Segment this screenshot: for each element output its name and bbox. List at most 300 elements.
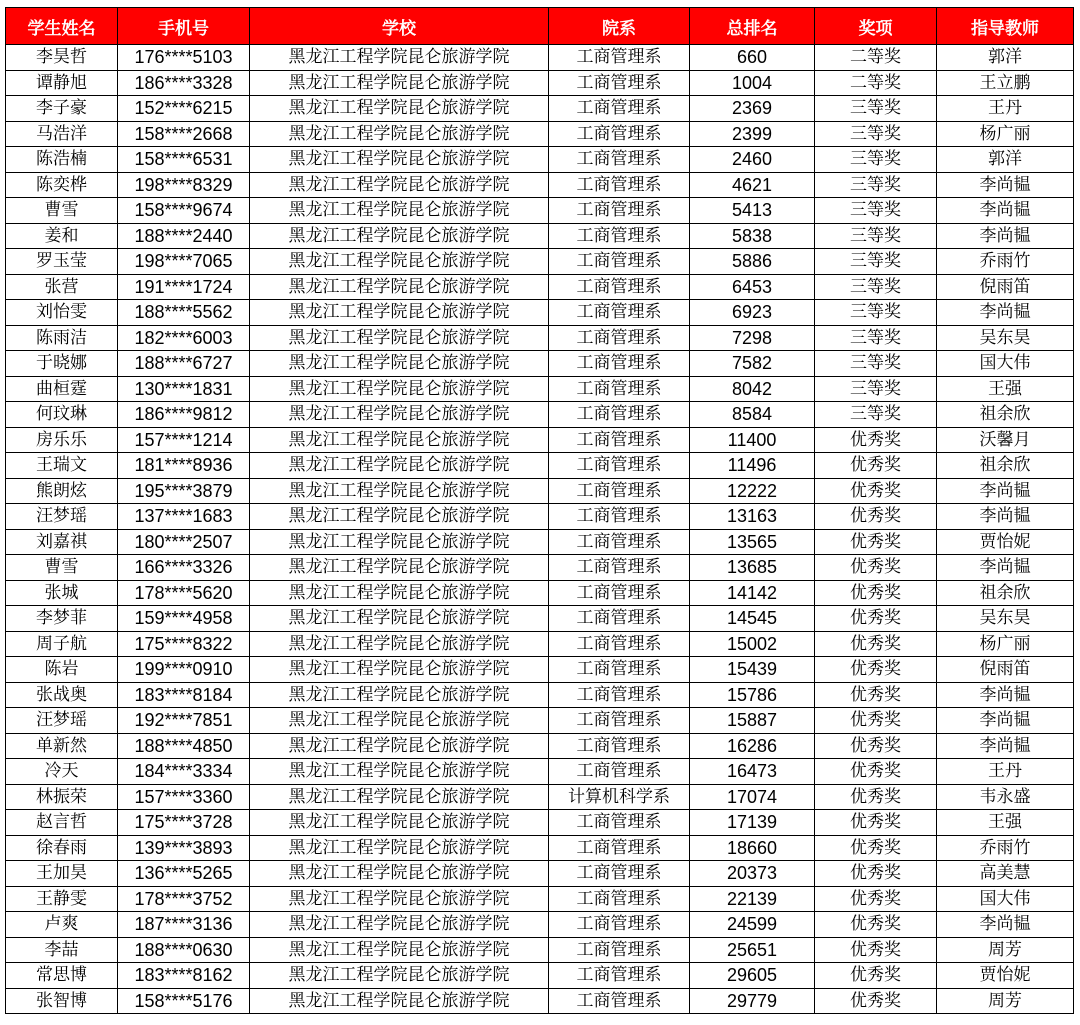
rank-cell: 11400 <box>690 427 815 453</box>
department-cell: 工商管理系 <box>549 45 690 71</box>
phone-cell: 184****3334 <box>118 759 250 785</box>
school-cell: 黑龙江工程学院昆仑旅游学院 <box>250 810 549 836</box>
table-row <box>6 300 1074 326</box>
school-cell: 黑龙江工程学院昆仑旅游学院 <box>250 657 549 683</box>
phone-cell: 188****6727 <box>118 351 250 377</box>
advisor-cell: 李尚韫 <box>937 682 1074 708</box>
department-cell: 工商管理系 <box>549 147 690 173</box>
phone-cell: 175****3728 <box>118 810 250 836</box>
department-cell: 工商管理系 <box>549 886 690 912</box>
table-row <box>6 988 1074 1014</box>
phone-cell: 178****3752 <box>118 886 250 912</box>
table-row <box>6 759 1074 785</box>
table-row <box>6 529 1074 555</box>
student-name-cell: 何玟琳 <box>6 402 118 428</box>
student-name-cell: 刘怡雯 <box>6 300 118 326</box>
rank-cell: 8042 <box>690 376 815 402</box>
advisor-cell: 倪雨笛 <box>937 657 1074 683</box>
department-cell: 计算机科学系 <box>549 784 690 810</box>
rank-cell: 15002 <box>690 631 815 657</box>
rank-cell: 14142 <box>690 580 815 606</box>
table-row <box>6 708 1074 734</box>
table-row <box>6 606 1074 632</box>
student-name-cell: 王静雯 <box>6 886 118 912</box>
table-header <box>6 8 1074 45</box>
advisor-cell: 高美慧 <box>937 861 1074 887</box>
award-cell: 优秀奖 <box>815 912 937 938</box>
table-row <box>6 504 1074 530</box>
student-name-cell: 张战奥 <box>6 682 118 708</box>
school-cell: 黑龙江工程学院昆仑旅游学院 <box>250 835 549 861</box>
school-cell: 黑龙江工程学院昆仑旅游学院 <box>250 121 549 147</box>
advisor-cell: 贾怡妮 <box>937 529 1074 555</box>
school-cell: 黑龙江工程学院昆仑旅游学院 <box>250 274 549 300</box>
award-cell: 优秀奖 <box>815 580 937 606</box>
rank-cell: 29779 <box>690 988 815 1014</box>
advisor-cell: 周芳 <box>937 937 1074 963</box>
school-cell: 黑龙江工程学院昆仑旅游学院 <box>250 912 549 938</box>
rank-cell: 5413 <box>690 198 815 224</box>
phone-cell: 188****4850 <box>118 733 250 759</box>
table-row <box>6 198 1074 224</box>
school-cell: 黑龙江工程学院昆仑旅游学院 <box>250 733 549 759</box>
school-cell: 黑龙江工程学院昆仑旅游学院 <box>250 223 549 249</box>
table-row <box>6 402 1074 428</box>
rank-cell: 5838 <box>690 223 815 249</box>
department-cell: 工商管理系 <box>549 274 690 300</box>
table-row <box>6 70 1074 96</box>
rank-cell: 24599 <box>690 912 815 938</box>
student-name-cell: 刘嘉祺 <box>6 529 118 555</box>
advisor-cell: 王强 <box>937 376 1074 402</box>
rank-cell: 2399 <box>690 121 815 147</box>
phone-cell: 175****8322 <box>118 631 250 657</box>
department-cell: 工商管理系 <box>549 861 690 887</box>
rank-cell: 6923 <box>690 300 815 326</box>
rank-cell: 2460 <box>690 147 815 173</box>
advisor-cell: 吴东昊 <box>937 325 1074 351</box>
rank-cell: 15439 <box>690 657 815 683</box>
school-cell: 黑龙江工程学院昆仑旅游学院 <box>250 682 549 708</box>
rank-cell: 1004 <box>690 70 815 96</box>
school-cell: 黑龙江工程学院昆仑旅游学院 <box>250 147 549 173</box>
department-cell: 工商管理系 <box>549 937 690 963</box>
department-cell: 工商管理系 <box>549 453 690 479</box>
table-row <box>6 172 1074 198</box>
award-cell: 优秀奖 <box>815 478 937 504</box>
rank-cell: 5886 <box>690 249 815 275</box>
advisor-cell: 韦永盛 <box>937 784 1074 810</box>
award-cell: 优秀奖 <box>815 784 937 810</box>
school-cell: 黑龙江工程学院昆仑旅游学院 <box>250 708 549 734</box>
table-row <box>6 861 1074 887</box>
rank-cell: 7298 <box>690 325 815 351</box>
award-cell: 优秀奖 <box>815 708 937 734</box>
student-name-cell: 汪梦瑶 <box>6 504 118 530</box>
student-name-cell: 姜和 <box>6 223 118 249</box>
advisor-cell: 国大伟 <box>937 886 1074 912</box>
phone-cell: 191****1724 <box>118 274 250 300</box>
rank-cell: 7582 <box>690 351 815 377</box>
student-name-cell: 李昊哲 <box>6 45 118 71</box>
phone-cell: 182****6003 <box>118 325 250 351</box>
advisor-cell: 乔雨竹 <box>937 249 1074 275</box>
award-cell: 三等奖 <box>815 198 937 224</box>
school-cell: 黑龙江工程学院昆仑旅游学院 <box>250 427 549 453</box>
award-cell: 优秀奖 <box>815 937 937 963</box>
table-body <box>6 45 1074 1014</box>
student-name-cell: 曹雪 <box>6 555 118 581</box>
table-row <box>6 784 1074 810</box>
table-row <box>6 733 1074 759</box>
advisor-cell: 王丹 <box>937 759 1074 785</box>
student-name-cell: 罗玉莹 <box>6 249 118 275</box>
table-row <box>6 835 1074 861</box>
table-row <box>6 427 1074 453</box>
school-cell: 黑龙江工程学院昆仑旅游学院 <box>250 376 549 402</box>
school-cell: 黑龙江工程学院昆仑旅游学院 <box>250 886 549 912</box>
advisor-cell: 李尚韫 <box>937 478 1074 504</box>
department-cell: 工商管理系 <box>549 300 690 326</box>
department-cell: 工商管理系 <box>549 121 690 147</box>
rank-cell: 13163 <box>690 504 815 530</box>
school-cell: 黑龙江工程学院昆仑旅游学院 <box>250 580 549 606</box>
student-name-cell: 陈雨洁 <box>6 325 118 351</box>
header-award: 奖项 <box>815 8 937 45</box>
school-cell: 黑龙江工程学院昆仑旅游学院 <box>250 963 549 989</box>
award-cell: 三等奖 <box>815 121 937 147</box>
table-row <box>6 580 1074 606</box>
award-cell: 三等奖 <box>815 325 937 351</box>
award-cell: 优秀奖 <box>815 963 937 989</box>
department-cell: 工商管理系 <box>549 376 690 402</box>
school-cell: 黑龙江工程学院昆仑旅游学院 <box>250 198 549 224</box>
department-cell: 工商管理系 <box>549 708 690 734</box>
school-cell: 黑龙江工程学院昆仑旅游学院 <box>250 249 549 275</box>
table-row <box>6 453 1074 479</box>
award-cell: 优秀奖 <box>815 504 937 530</box>
department-cell: 工商管理系 <box>549 810 690 836</box>
department-cell: 工商管理系 <box>549 478 690 504</box>
school-cell: 黑龙江工程学院昆仑旅游学院 <box>250 555 549 581</box>
award-cell: 三等奖 <box>815 96 937 122</box>
student-name-cell: 赵言哲 <box>6 810 118 836</box>
phone-cell: 186****3328 <box>118 70 250 96</box>
student-name-cell: 张营 <box>6 274 118 300</box>
student-name-cell: 李喆 <box>6 937 118 963</box>
student-name-cell: 王瑞文 <box>6 453 118 479</box>
school-cell: 黑龙江工程学院昆仑旅游学院 <box>250 988 549 1014</box>
phone-cell: 176****5103 <box>118 45 250 71</box>
department-cell: 工商管理系 <box>549 759 690 785</box>
header-row <box>6 8 1074 45</box>
phone-cell: 152****6215 <box>118 96 250 122</box>
award-cell: 优秀奖 <box>815 657 937 683</box>
student-name-cell: 马浩洋 <box>6 121 118 147</box>
student-name-cell: 于晓娜 <box>6 351 118 377</box>
award-cell: 优秀奖 <box>815 606 937 632</box>
rank-cell: 13685 <box>690 555 815 581</box>
award-cell: 优秀奖 <box>815 427 937 453</box>
phone-cell: 198****7065 <box>118 249 250 275</box>
department-cell: 工商管理系 <box>549 427 690 453</box>
phone-cell: 137****1683 <box>118 504 250 530</box>
department-cell: 工商管理系 <box>549 835 690 861</box>
rank-cell: 16286 <box>690 733 815 759</box>
student-name-cell: 王加昊 <box>6 861 118 887</box>
phone-cell: 183****8184 <box>118 682 250 708</box>
phone-cell: 188****2440 <box>118 223 250 249</box>
advisor-cell: 李尚韫 <box>937 504 1074 530</box>
advisor-cell: 祖余欣 <box>937 453 1074 479</box>
rank-cell: 11496 <box>690 453 815 479</box>
advisor-cell: 王强 <box>937 810 1074 836</box>
school-cell: 黑龙江工程学院昆仑旅游学院 <box>250 784 549 810</box>
department-cell: 工商管理系 <box>549 606 690 632</box>
advisor-cell: 李尚韫 <box>937 172 1074 198</box>
award-cell: 三等奖 <box>815 402 937 428</box>
award-cell: 二等奖 <box>815 70 937 96</box>
department-cell: 工商管理系 <box>549 198 690 224</box>
school-cell: 黑龙江工程学院昆仑旅游学院 <box>250 504 549 530</box>
department-cell: 工商管理系 <box>549 402 690 428</box>
student-name-cell: 李子豪 <box>6 96 118 122</box>
table-row <box>6 682 1074 708</box>
table-row <box>6 886 1074 912</box>
advisor-cell: 周芳 <box>937 988 1074 1014</box>
department-cell: 工商管理系 <box>549 249 690 275</box>
department-cell: 工商管理系 <box>549 963 690 989</box>
award-cell: 优秀奖 <box>815 555 937 581</box>
rank-cell: 12222 <box>690 478 815 504</box>
award-cell: 三等奖 <box>815 300 937 326</box>
phone-cell: 187****3136 <box>118 912 250 938</box>
award-cell: 三等奖 <box>815 351 937 377</box>
student-name-cell: 林振荣 <box>6 784 118 810</box>
advisor-cell: 沃馨月 <box>937 427 1074 453</box>
phone-cell: 188****5562 <box>118 300 250 326</box>
phone-cell: 130****1831 <box>118 376 250 402</box>
advisor-cell: 郭洋 <box>937 45 1074 71</box>
advisor-cell: 祖余欣 <box>937 580 1074 606</box>
department-cell: 工商管理系 <box>549 96 690 122</box>
table-row <box>6 249 1074 275</box>
advisor-cell: 杨广丽 <box>937 631 1074 657</box>
award-cell: 三等奖 <box>815 274 937 300</box>
department-cell: 工商管理系 <box>549 504 690 530</box>
phone-cell: 186****9812 <box>118 402 250 428</box>
award-cell: 优秀奖 <box>815 682 937 708</box>
department-cell: 工商管理系 <box>549 172 690 198</box>
award-cell: 优秀奖 <box>815 835 937 861</box>
school-cell: 黑龙江工程学院昆仑旅游学院 <box>250 96 549 122</box>
table-row <box>6 810 1074 836</box>
award-cell: 优秀奖 <box>815 810 937 836</box>
rank-cell: 20373 <box>690 861 815 887</box>
student-name-cell: 李梦菲 <box>6 606 118 632</box>
phone-cell: 183****8162 <box>118 963 250 989</box>
table-row <box>6 147 1074 173</box>
school-cell: 黑龙江工程学院昆仑旅游学院 <box>250 351 549 377</box>
table-row <box>6 937 1074 963</box>
award-cell: 三等奖 <box>815 249 937 275</box>
department-cell: 工商管理系 <box>549 555 690 581</box>
rank-cell: 15887 <box>690 708 815 734</box>
school-cell: 黑龙江工程学院昆仑旅游学院 <box>250 759 549 785</box>
rank-cell: 29605 <box>690 963 815 989</box>
department-cell: 工商管理系 <box>549 733 690 759</box>
advisor-cell: 李尚韫 <box>937 708 1074 734</box>
student-name-cell: 陈浩楠 <box>6 147 118 173</box>
table-row <box>6 351 1074 377</box>
advisor-cell: 乔雨竹 <box>937 835 1074 861</box>
phone-cell: 199****0910 <box>118 657 250 683</box>
student-name-cell: 单新然 <box>6 733 118 759</box>
phone-cell: 157****1214 <box>118 427 250 453</box>
header-overall-rank: 总排名 <box>690 8 815 45</box>
school-cell: 黑龙江工程学院昆仑旅游学院 <box>250 300 549 326</box>
phone-cell: 166****3326 <box>118 555 250 581</box>
award-cell: 三等奖 <box>815 172 937 198</box>
award-cell: 三等奖 <box>815 223 937 249</box>
table-row <box>6 657 1074 683</box>
table-row <box>6 478 1074 504</box>
table-row <box>6 325 1074 351</box>
student-name-cell: 常思博 <box>6 963 118 989</box>
award-cell: 二等奖 <box>815 45 937 71</box>
school-cell: 黑龙江工程学院昆仑旅游学院 <box>250 606 549 632</box>
advisor-cell: 李尚韫 <box>937 223 1074 249</box>
school-cell: 黑龙江工程学院昆仑旅游学院 <box>250 631 549 657</box>
school-cell: 黑龙江工程学院昆仑旅游学院 <box>250 453 549 479</box>
table-row <box>6 963 1074 989</box>
department-cell: 工商管理系 <box>549 912 690 938</box>
department-cell: 工商管理系 <box>549 682 690 708</box>
table-row <box>6 274 1074 300</box>
phone-cell: 178****5620 <box>118 580 250 606</box>
phone-cell: 159****4958 <box>118 606 250 632</box>
advisor-cell: 吴东昊 <box>937 606 1074 632</box>
advisor-cell: 王丹 <box>937 96 1074 122</box>
table-row <box>6 631 1074 657</box>
advisor-cell: 李尚韫 <box>937 300 1074 326</box>
rank-cell: 16473 <box>690 759 815 785</box>
advisor-cell: 国大伟 <box>937 351 1074 377</box>
rank-cell: 8584 <box>690 402 815 428</box>
student-name-cell: 张智博 <box>6 988 118 1014</box>
header-phone: 手机号 <box>118 8 250 45</box>
rank-cell: 4621 <box>690 172 815 198</box>
award-cell: 优秀奖 <box>815 733 937 759</box>
rank-cell: 2369 <box>690 96 815 122</box>
rank-cell: 17074 <box>690 784 815 810</box>
phone-cell: 198****8329 <box>118 172 250 198</box>
table-row <box>6 96 1074 122</box>
department-cell: 工商管理系 <box>549 325 690 351</box>
award-cell: 三等奖 <box>815 147 937 173</box>
school-cell: 黑龙江工程学院昆仑旅游学院 <box>250 529 549 555</box>
table-row <box>6 376 1074 402</box>
student-name-cell: 卢爽 <box>6 912 118 938</box>
rank-cell: 660 <box>690 45 815 71</box>
department-cell: 工商管理系 <box>549 988 690 1014</box>
award-cell: 优秀奖 <box>815 453 937 479</box>
school-cell: 黑龙江工程学院昆仑旅游学院 <box>250 937 549 963</box>
rank-cell: 14545 <box>690 606 815 632</box>
department-cell: 工商管理系 <box>549 529 690 555</box>
student-name-cell: 周子航 <box>6 631 118 657</box>
student-name-cell: 陈岩 <box>6 657 118 683</box>
rank-cell: 6453 <box>690 274 815 300</box>
phone-cell: 195****3879 <box>118 478 250 504</box>
department-cell: 工商管理系 <box>549 631 690 657</box>
table-row <box>6 912 1074 938</box>
school-cell: 黑龙江工程学院昆仑旅游学院 <box>250 478 549 504</box>
phone-cell: 188****0630 <box>118 937 250 963</box>
department-cell: 工商管理系 <box>549 580 690 606</box>
header-department: 院系 <box>549 8 690 45</box>
award-cell: 优秀奖 <box>815 631 937 657</box>
header-advisor: 指导教师 <box>937 8 1074 45</box>
award-cell: 优秀奖 <box>815 529 937 555</box>
advisor-cell: 李尚韫 <box>937 198 1074 224</box>
advisor-cell: 倪雨笛 <box>937 274 1074 300</box>
award-cell: 优秀奖 <box>815 988 937 1014</box>
table-row <box>6 45 1074 71</box>
award-list-table <box>5 7 1074 1014</box>
advisor-cell: 李尚韫 <box>937 733 1074 759</box>
student-name-cell: 曹雪 <box>6 198 118 224</box>
rank-cell: 25651 <box>690 937 815 963</box>
school-cell: 黑龙江工程学院昆仑旅游学院 <box>250 325 549 351</box>
school-cell: 黑龙江工程学院昆仑旅游学院 <box>250 861 549 887</box>
department-cell: 工商管理系 <box>549 657 690 683</box>
phone-cell: 192****7851 <box>118 708 250 734</box>
student-name-cell: 张城 <box>6 580 118 606</box>
rank-cell: 17139 <box>690 810 815 836</box>
student-name-cell: 谭静旭 <box>6 70 118 96</box>
award-cell: 优秀奖 <box>815 886 937 912</box>
phone-cell: 180****2507 <box>118 529 250 555</box>
student-name-cell: 曲桓霆 <box>6 376 118 402</box>
student-name-cell: 冷天 <box>6 759 118 785</box>
department-cell: 工商管理系 <box>549 223 690 249</box>
school-cell: 黑龙江工程学院昆仑旅游学院 <box>250 70 549 96</box>
advisor-cell: 郭洋 <box>937 147 1074 173</box>
rank-cell: 18660 <box>690 835 815 861</box>
phone-cell: 158****2668 <box>118 121 250 147</box>
phone-cell: 158****6531 <box>118 147 250 173</box>
rank-cell: 22139 <box>690 886 815 912</box>
department-cell: 工商管理系 <box>549 351 690 377</box>
advisor-cell: 杨广丽 <box>937 121 1074 147</box>
student-name-cell: 徐春雨 <box>6 835 118 861</box>
phone-cell: 181****8936 <box>118 453 250 479</box>
award-cell: 优秀奖 <box>815 861 937 887</box>
department-cell: 工商管理系 <box>549 70 690 96</box>
award-cell: 三等奖 <box>815 376 937 402</box>
table-row <box>6 121 1074 147</box>
student-name-cell: 熊朗炫 <box>6 478 118 504</box>
header-student-name: 学生姓名 <box>6 8 118 45</box>
advisor-cell: 祖余欣 <box>937 402 1074 428</box>
phone-cell: 157****3360 <box>118 784 250 810</box>
phone-cell: 158****5176 <box>118 988 250 1014</box>
phone-cell: 139****3893 <box>118 835 250 861</box>
student-name-cell: 陈奕桦 <box>6 172 118 198</box>
advisor-cell: 李尚韫 <box>937 912 1074 938</box>
table-row <box>6 223 1074 249</box>
